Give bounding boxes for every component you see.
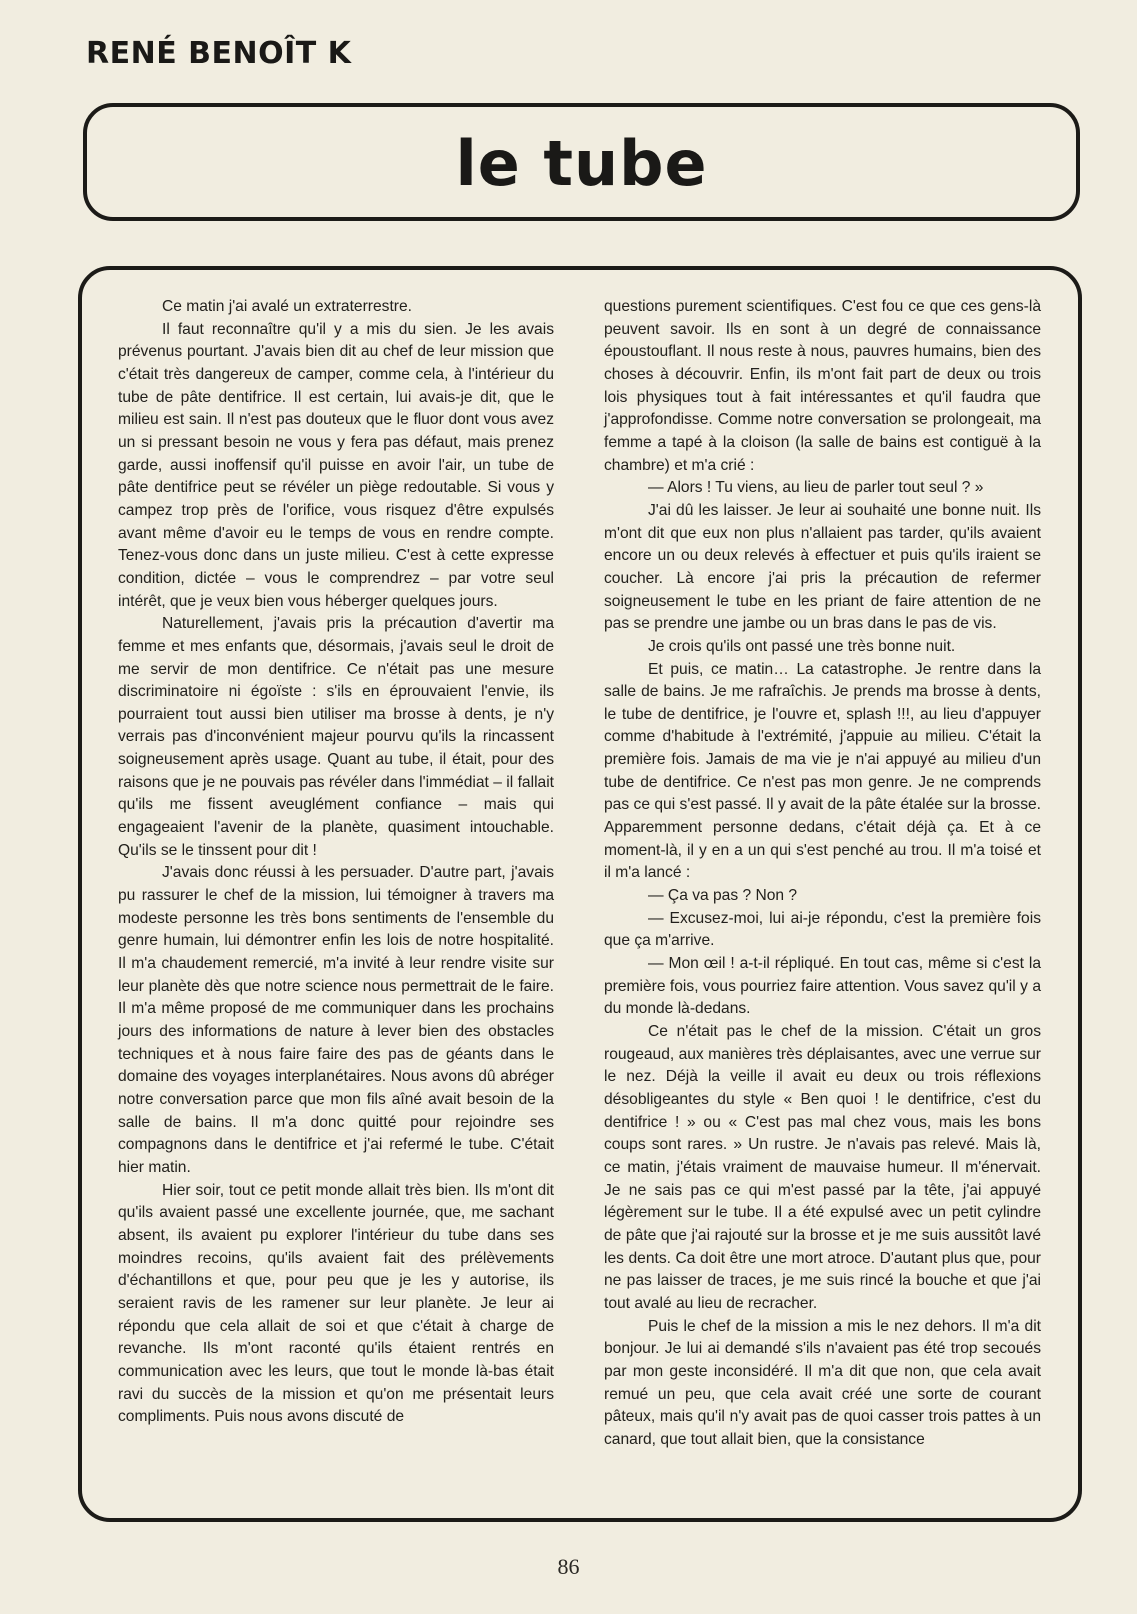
paragraph: Il faut reconnaître qu'il y a mis du sien. Je les avais prévenus pourtant. J'avais bien dit au chef de leur mission que c'était très dangereux de camper, comme cela, à l'intérieur du tube de pâte dentifrice. Il est certain, lui avais-je dit, que le milieu est sain. Il n'est pas douteux que le fluor dont vous avez un si pressant besoin ne vous y fera pas défaut, mais prenez garde, aussi inoffensif qu'il puisse en avoir l'air, un tube de pâte dentifrice peut se révéler un piège redoutable. Si vous y campez trop près de l'orifice, vous risquez d'être expulsés avant même d'avoir eu le temps de vous en rendre compte. Tenez-vous donc dans un juste milieu. C'est à cette expresse condition, dictée – vous le comprendrez – par votre seul intérêt, que je veux bien vous héberger quelques jours.: [118, 320, 554, 610]
page-title: le tube: [455, 127, 708, 200]
paragraph: Puis le chef de la mission a mis le nez dehors. Il m'a dit bonjour. Je lui ai demandé s'ils n'avaient pas été trop secoués par mon geste inconsidéré. Il m'a dit que non, que cela avait remué un peu, que cela avait créé une sorte de courant pâteux, mais qu'il n'y avait pas de quoi casser trois pattes à un canard, que tout allait bien, que la consistance: [604, 1317, 1041, 1448]
paragraph: Je crois qu'ils ont passé une très bonne nuit.: [648, 637, 956, 655]
paragraph: — Alors ! Tu viens, au lieu de parler tout seul ? »: [648, 479, 984, 497]
title-frame: [83, 103, 1080, 221]
text-column-left: [118, 296, 554, 1429]
page-number: 86: [557, 1554, 580, 1579]
paragraph: Hier soir, tout ce petit monde allait très bien. Ils m'ont dit qu'ils avaient passé une excellente journée, que, me sachant absent, ils avaient pu explorer l'intérieur du tube dans ses moindres recoins, qu'ils avaient fait des prélèvements d'échantillons et que, pour peu que je les y autorise, ils seraient ravis de les ramener sur leur planète. Je leur ai répondu que cela allait de soi et que c'était à charge de revanche. Ils m'ont raconté qu'ils étaient rentrés en communication avec les leurs, que tout le monde là-bas était ravi du succès de la mission et qu'on me présentait leurs compliments. Puis nous avons discuté de: [118, 1181, 554, 1426]
paragraph: questions purement scientifiques. C'est fou ce que ces gens-là peuvent savoir. Ils en sont à un degré de connaissance époustouflant. Il nous reste à nous, pauvres humains, bien des choses à découvrir. Enfin, ils m'ont fait part de deux ou trois lois physiques tout à fait intéressantes et qu'il faudra que j'approfondisse. Comme notre conversation se prolongeait, ma femme a tapé à la cloison (la salle de bains est contiguë à la chambre) et m'a crié :: [604, 298, 1041, 474]
paragraph: — Mon œil ! a-t-il répliqué. En tout cas, même si c'est la première fois, vous pourriez faire attention. Vous savez qu'il y a du monde là-dedans.: [604, 955, 1041, 1018]
paragraph: Ce n'était pas le chef de la mission. C'était un gros rougeaud, aux manières très déplaisantes, avec une verrue sur le nez. Déjà la veille il avait eu deux ou trois réflexions désobligeantes du style « Ben quoi ! le dentifrice, c'est du dentifrice ! » ou « C'est pas mal chez vous, mais les bons coups sont rares. » Un rustre. Je n'avais pas relevé. Mais là, ce matin, j'étais vraiment de mauvaise humeur. Il m'énervait. Je ne sais pas ce qui m'est passé par la tête, j'ai appuyé légèrement sur le tube. Il a été expulsé avec un petit cylindre de pâte que j'ai rajouté sur la brosse et je me suis aussitôt lavé les dents. Ca doit être une mort atroce. D'autant plus que, pour ne pas laisser de traces, je me suis rincé la bouche et que j'ai tout avalé au lieu de recracher.: [604, 1023, 1041, 1312]
paragraph: — Excusez-moi, lui ai-je répondu, c'est la première fois que ça m'arrive.: [604, 909, 1041, 950]
paragraph: Et puis, ce matin… La catastrophe. Je rentre dans la salle de bains. Je me rafraîchis. Je prends ma brosse à dents, le tube de dentifrice, je l'ouvre et, splash !!!, au lieu d'appuyer comme d'habitude à l'extrémité, j'appuie au milieu. C'était la première fois. Jamais de ma vie je n'ai appuyé au milieu d'un tube de dentifrice. Ce n'est pas mon genre. Je ne comprends pas ce qui s'est passé. Il y avait de la pâte étalée sur la brosse. Apparemment personne dedans, c'était déjà ça. Et à ce moment-là, il y en a un qui s'est penché au trou. Il m'a toisé et il m'a lancé :: [604, 660, 1041, 882]
author-name: RENÉ BENOÎT K: [86, 36, 352, 71]
paragraph: J'ai dû les laisser. Je leur ai souhaité une bonne nuit. Ils m'ont dit que eux non plus n'allaient pas tarder, qu'ils avaient encore un ou deux relevés à effectuer et puis qu'ils iraient se coucher. Là encore j'ai pris la précaution de refermer soigneusement le tube en les priant de faire attention de ne pas se prendre une jambe ou un bras dans le pas de vis.: [604, 501, 1041, 633]
paragraph: Naturellement, j'avais pris la précaution d'avertir ma femme et mes enfants que, désormais, j'avais seul le droit de me servir de mon dentifrice. Ce n'était pas une mesure discriminatoire ni égoïste : s'ils en éprouvaient l'envie, ils pourraient tout aussi bien utiliser ma brosse à dents, je n'y verrais pas d'inconvénient majeur pourvu qu'ils la rincassent soigneusement après usage. Quant au tube, il était, pour des raisons que je ne pouvais pas révéler dans l'immédiat – il fallait qu'ils me fissent aveuglément confiance – mais qui engageaient l'avenir de la planète, quasiment intouchable. Qu'ils se le tinssent pour dit !: [118, 615, 554, 859]
paragraph: J'avais donc réussi à les persuader. D'autre part, j'avais pu rassurer le chef de la mission, lui témoigner à travers ma modeste personne les très bons sentiments de l'ensemble du genre humain, lui démontrer enfin les lois de notre hospitalité. Il m'a chaudement remercié, m'a invité à leur rendre visite sur leur planète dès que notre science nous permettrait de le faire. Il m'a même proposé de me communiquer dans les prochains jours des informations de nature à lever bien des obstacles techniques et à nous faire faire des pas de géants dans le domaine des voyages interplanétaires. Nous avons dû abréger notre conversation parce que mon fils aîné avait besoin de la salle de bains. Il m'a donc quitté pour rejoindre ses compagnons dans le dentifrice et j'ai refermé le tube. C'était hier matin.: [118, 864, 554, 1176]
paragraph: — Ça va pas ? Non ?: [648, 887, 798, 905]
text-column-right: [604, 296, 1041, 1451]
paragraph: Ce matin j'ai avalé un extraterrestre.: [162, 298, 412, 315]
